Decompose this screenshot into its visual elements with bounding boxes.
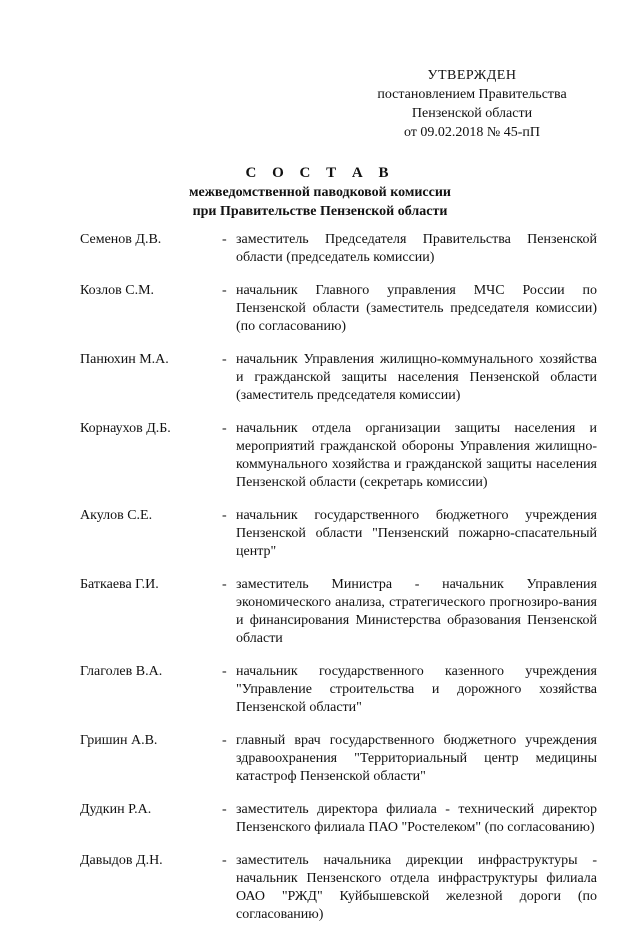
member-role: заместитель Председателя Правительства Пензенской области (председатель комиссии): [236, 232, 597, 265]
member-dash: -: [222, 802, 227, 817]
member-dash: -: [222, 577, 227, 592]
member-role: заместитель начальника дирекции инфраструктуры - начальник Пензенского отдела инфраструктуры филиала ОАО "РЖД" Куйбышевской железной дороги (по согласованию): [236, 853, 597, 922]
document-subtitle-line-2: при Правительстве Пензенской области: [192, 204, 448, 219]
member-row: [80, 732, 597, 786]
member-role: главный врач государственного бюджетного учреждения здравоохранения "Территориальный центр медицины катастроф Пензенской области": [236, 733, 597, 784]
member-row: [80, 282, 597, 336]
member-name: Корнаухов Д.Б.: [80, 421, 171, 436]
member-row: [80, 507, 597, 561]
member-name: Гришин А.В.: [80, 733, 158, 748]
member-name: Акулов С.Е.: [80, 508, 153, 523]
member-name: Семенов Д.В.: [80, 232, 162, 247]
member-name: Козлов С.М.: [80, 283, 155, 298]
approval-line-3: от 09.02.2018 № 45-пП: [403, 125, 541, 140]
member-dash: -: [222, 283, 227, 298]
member-dash: -: [222, 853, 227, 868]
document-title: С О С Т А В: [245, 165, 395, 181]
member-row: [80, 576, 597, 648]
approval-title: УТВЕРЖДЕН: [427, 68, 517, 83]
member-role: начальник государственного казенного учреждения "Управление строительства и дорожного хозяйства Пензенской области": [236, 664, 597, 715]
member-row: [80, 351, 597, 405]
document-heading: [0, 163, 640, 221]
document-subtitle-line-1: межведомственной паводковой комиссии: [189, 185, 451, 200]
member-dash: -: [222, 421, 227, 436]
member-dash: -: [222, 352, 227, 367]
member-name: Дудкин Р.А.: [80, 802, 152, 817]
member-row: [80, 852, 597, 924]
member-role: начальник Главного управления МЧС России по Пензенской области (заместитель председателя комиссии) (по согласованию): [236, 283, 597, 334]
member-role: заместитель Министра - начальник Управления экономического анализа, стратегического прогнозиро-вания и финансирования Министерства образования Пензенской области: [236, 577, 597, 646]
member-row: [80, 420, 597, 492]
member-name: Давыдов Д.Н.: [80, 853, 163, 868]
approval-stamp: [352, 66, 592, 142]
member-row: [80, 663, 597, 717]
member-dash: -: [222, 733, 227, 748]
member-dash: -: [222, 664, 227, 679]
member-role: начальник государственного бюджетного учреждения Пензенской области "Пензенский пожарно-спасательный центр": [236, 508, 597, 559]
member-list: [80, 231, 597, 939]
member-role: начальник отдела организации защиты населения и мероприятий гражданской обороны Управления жилищно-коммунального хозяйства и гражданской защиты населения Пензенской области (секретарь комиссии): [236, 421, 597, 490]
approval-line-1: постановлением Правительства: [377, 87, 567, 102]
member-row: [80, 801, 597, 837]
member-name: Панюхин М.А.: [80, 352, 169, 367]
member-dash: -: [222, 232, 227, 247]
member-name: Глаголев В.А.: [80, 664, 163, 679]
approval-line-2: Пензенской области: [411, 106, 533, 121]
member-row: [80, 231, 597, 267]
member-dash: -: [222, 508, 227, 523]
member-role: заместитель директора филиала - технический директор Пензенского филиала ПАО "Ростелеком" (по согласованию): [236, 802, 597, 835]
member-role: начальник Управления жилищно-коммунального хозяйства и гражданской защиты населения Пензенской области (заместитель председателя комиссии): [236, 352, 597, 403]
member-name: Баткаева Г.И.: [80, 577, 159, 592]
